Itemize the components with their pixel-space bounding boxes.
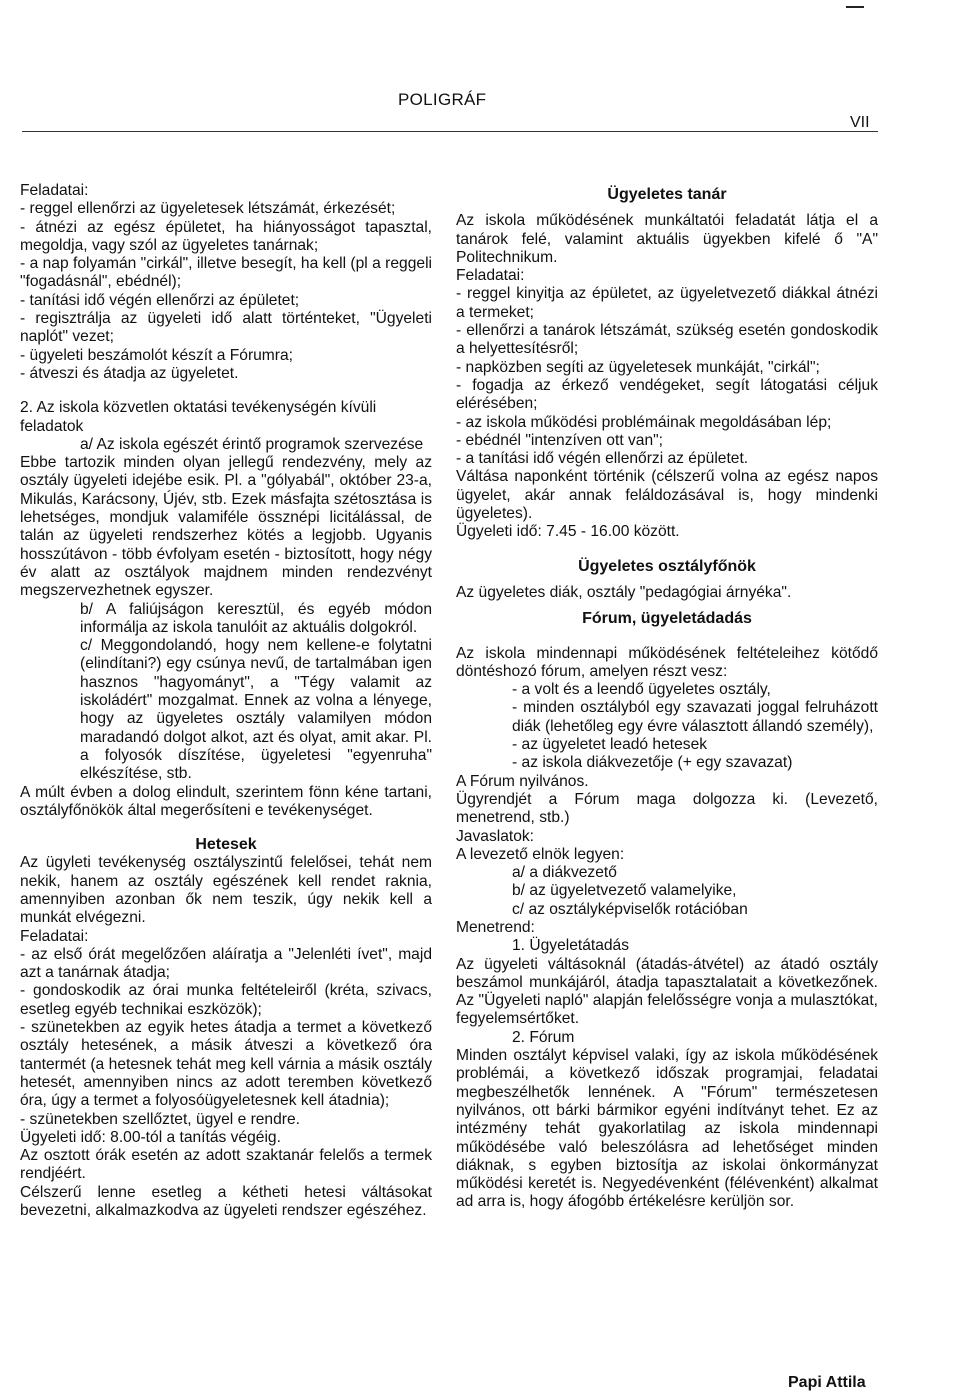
member-item: - a volt és a leendő ügyeletes osztály, [512,681,771,699]
paragraph: c/ Meggondolandó, hogy nem kellene-e folytatni (elindítani?) egy csúnya nevű, de tartalmában igen hasznos "hagyományt", a "Tégy valamit az iskoládért" mozgalmat. Ennek az volna a lényege, hogy az ügyeletes osztály valamilyen módon maradandó dolgot alkot, azt és olyat, amit akar. Pl. a folyosók díszítése, ügyeletesi "egyenruha" elkészítése, stb. [80,637,432,783]
header-rule [22,131,878,132]
agenda-item: 2. Fórum [512,1028,575,1046]
duties-label: Feladatai: [20,182,89,199]
paragraph: Az osztott órák esetén az adott szaktanár felelős a termek rendjéért. [20,1147,432,1183]
corner-mark [846,6,864,8]
duty-item: - az iskola működési problémáinak megoldásában lép; [456,413,832,431]
paragraph: Az ügyeletes diák, osztály "pedagógiai árnyéka". [456,583,792,601]
chair-option: c/ az osztályképviselők rotációban [512,900,748,918]
section-heading-teacher: Ügyeletes tanár [607,186,727,203]
section-heading-hetesek: Hetesek [195,836,257,854]
agenda-item: 1. Ügyeletátadás [512,937,630,955]
duty-time: Ügyeleti idő: 7.45 - 16.00 között. [456,523,680,541]
member-item: - az ügyeletet leadó hetesek [512,736,708,754]
duty-item: - szünetekben az egyik hetes átadja a termet a következő osztály hetesének, a másik átveszi a következő óra tantermét (a hetesnek tehát meg kell várnia a másik osztály hetesét, amennyiben nincs az adott teremben következő óra, úgy a termet a folyosóügyeletesnek kell átadnia); [20,1019,432,1110]
paragraph: Az iskola mindennapi működésének feltételeihez kötődő döntéshozó fórum, amelyen részt vesz: [456,644,878,680]
duty-item: - a nap folyamán "cirkál", illetve besegít, ha kell (pl a reggeli "fogadásnál", ebédnél); [20,255,432,291]
page-header [0,0,960,140]
duty-item: - reggel kinyitja az épületet, az ügyeletvezető diákkal átnézi a termeket; [456,285,878,321]
section-heading: 2. Az iskola közvetlen oktatási tevékenységén kívüli feladatok [20,399,377,435]
paragraph: Ügyrendjét a Fórum maga dolgozza ki. (Levezető, menetrend, stb.) [456,790,878,827]
author-signature: Papi Attila [788,1374,866,1391]
paragraph: b/ A faliújságon keresztül, és egyéb módon informálja az iskola tanulóit az aktuális dolgokról. [80,600,432,636]
duty-item: - reggel ellenőrzi az ügyeletesek létszámát, érkezését; [20,200,396,218]
section-heading-forum: Fórum, ügyeletádadás [582,610,752,628]
duty-item: - átveszi és átadja az ügyeletet. [20,364,239,382]
paragraph: Minden osztályt képvisel valaki, így az iskola működésének problémái, a következő időszak programjai, feladatai megbeszélhetők lennének. A "Fórum" természetesen nyilvános, ott bárki bármikor egyéni indítványt tehet. Ez az intézmény tehát gyakorlatilag az iskola mindennapi működésébe való beleszólásra ad lehetőséget minden diáknak, s egyben biztosítja az iskolai önkormányzat működési keretét is. Negyedévenként (félévenként) alkalmat ad arra is, hogy áfogóbb értékelésre kerüljön sor. [456,1047,878,1211]
duty-item: - tanítási idő végén ellenőrzi az épületet; [20,291,300,309]
paragraph: Váltása naponként történik (célszerű volna az egész napos ügyelet, akár annak feláldozásával is, hogy mindenki ügyeletes). [456,468,878,523]
duty-item: - gondoskodik az órai munka feltételeiről (kréta, szivacs, esetleg egyéb technikai eszközök); [20,982,432,1018]
left-column [20,182,432,1220]
duty-item: - ellenőrzi a tanárok létszámát, szükség esetén gondoskodik a helyettesítésről; [456,322,878,358]
duties-label: Feladatai: [20,927,89,945]
running-title: POLIGRÁF [398,90,487,109]
right-column [456,186,878,1212]
chair-option: b/ az ügyeletvezető valamelyike, [512,882,737,900]
paragraph: Célszerű lenne esetleg a kétheti hetesi váltásokat bevezetni, alkalmazkodva az ügyeleti rendszer egészéhez. [20,1183,432,1220]
paragraph: Az iskola működésének munkáltatói feladatát látja el a tanárok felé, valamint aktuális ügyekben kifelé ő "A" Politechnikum. [456,212,878,266]
duty-item: - a tanítási idő végén ellenőrzi az épületet. [456,450,749,468]
paragraph: Ebbe tartozik minden olyan jellegű rendezvény, mely az osztály ügyeleti idejébe esik. Pl. a "gólyabál", október 23-a, Mikulás, Karácsony, Újév, stb. Ezek másfajta szétosztása is lehetséges, mondjuk valamiféle össznépi licitálással, de talán az ügyeleti rendszerhez kötés a legjobb. Ugyanis hosszútávon - több évfolyam esetén - biztosított, hogy négy év alatt az osztályok majdnem minden rendezvényt megszervezhetnek egyszer. [20,454,432,600]
suggestions-label: Javaslatok: [456,827,535,845]
member-item: - az iskola diákvezetője (+ egy szavazat) [512,754,793,772]
duty-item: - átnézi az egész épületet, ha hiányosságot tapasztal, megoldja, vagy szól az ügyeletes tanárnak; [20,218,432,254]
paragraph: Az ügyeleti váltásoknál (átadás-átvétel) az átadó osztály beszámol munkájáról, átadja tapasztalatait a következőnek. Az "Ügyeleti napló" alapján felelősségre vonja a mulasztókat, fegyelemsértőket. [456,955,878,1028]
duty-item: - regisztrálja az ügyeleti idő alatt történteket, "Ügyeleti naplót" vezet; [20,310,432,346]
member-item: - minden osztályból egy szavazati joggal felruházott diák (lehetőleg egy évre választott állandó személy), [512,699,878,735]
duty-item: - az első órát megelőzően aláíratja a "Jelenléti ívet", majd azt a tanárnak átadja; [20,945,432,982]
paragraph: Az ügyleti tevékenység osztályszintű felelősei, tehát nem nekik, hanem az osztály egészének kell rendet raknia, amennyiben azonban ők nem teszik, úgy nekik kell a munkát elvégezni. [20,854,432,927]
duty-time: Ügyeleti idő: 8.00-tól a tanítás végéig. [20,1128,281,1146]
duty-item: - ügyeleti beszámolót készít a Fórumra; [20,346,293,364]
agenda-label: Menetrend: [456,918,535,936]
duty-item: - fogadja az érkező vendégeket, segít látogatási céljuk elérésében; [456,376,878,413]
subsection-heading: a/ Az iskola egészét érintő programok szervezése [80,435,424,453]
paragraph: A Fórum nyilvános. [456,772,589,790]
chair-option: a/ a diákvezető [512,864,617,882]
duty-item: - napközben segíti az ügyeletesek munkáját, "cirkál"; [456,358,820,376]
duty-item: - szünetekben szellőztet, ügyel e rendre. [20,1110,300,1128]
duty-item: - ebédnél "intenzíven ott van"; [456,431,663,449]
chair-label: A levezető elnök legyen: [456,845,625,863]
duties-label: Feladatai: [456,267,525,285]
paragraph: A múlt évben a dolog elindult, szerintem fönn kéne tartani, osztályfőnökök által megerősíteni e tevékenységet. [20,783,432,819]
section-heading-head-teacher: Ügyeletes osztályfőnök [578,557,756,575]
page-number: VII [850,114,870,131]
